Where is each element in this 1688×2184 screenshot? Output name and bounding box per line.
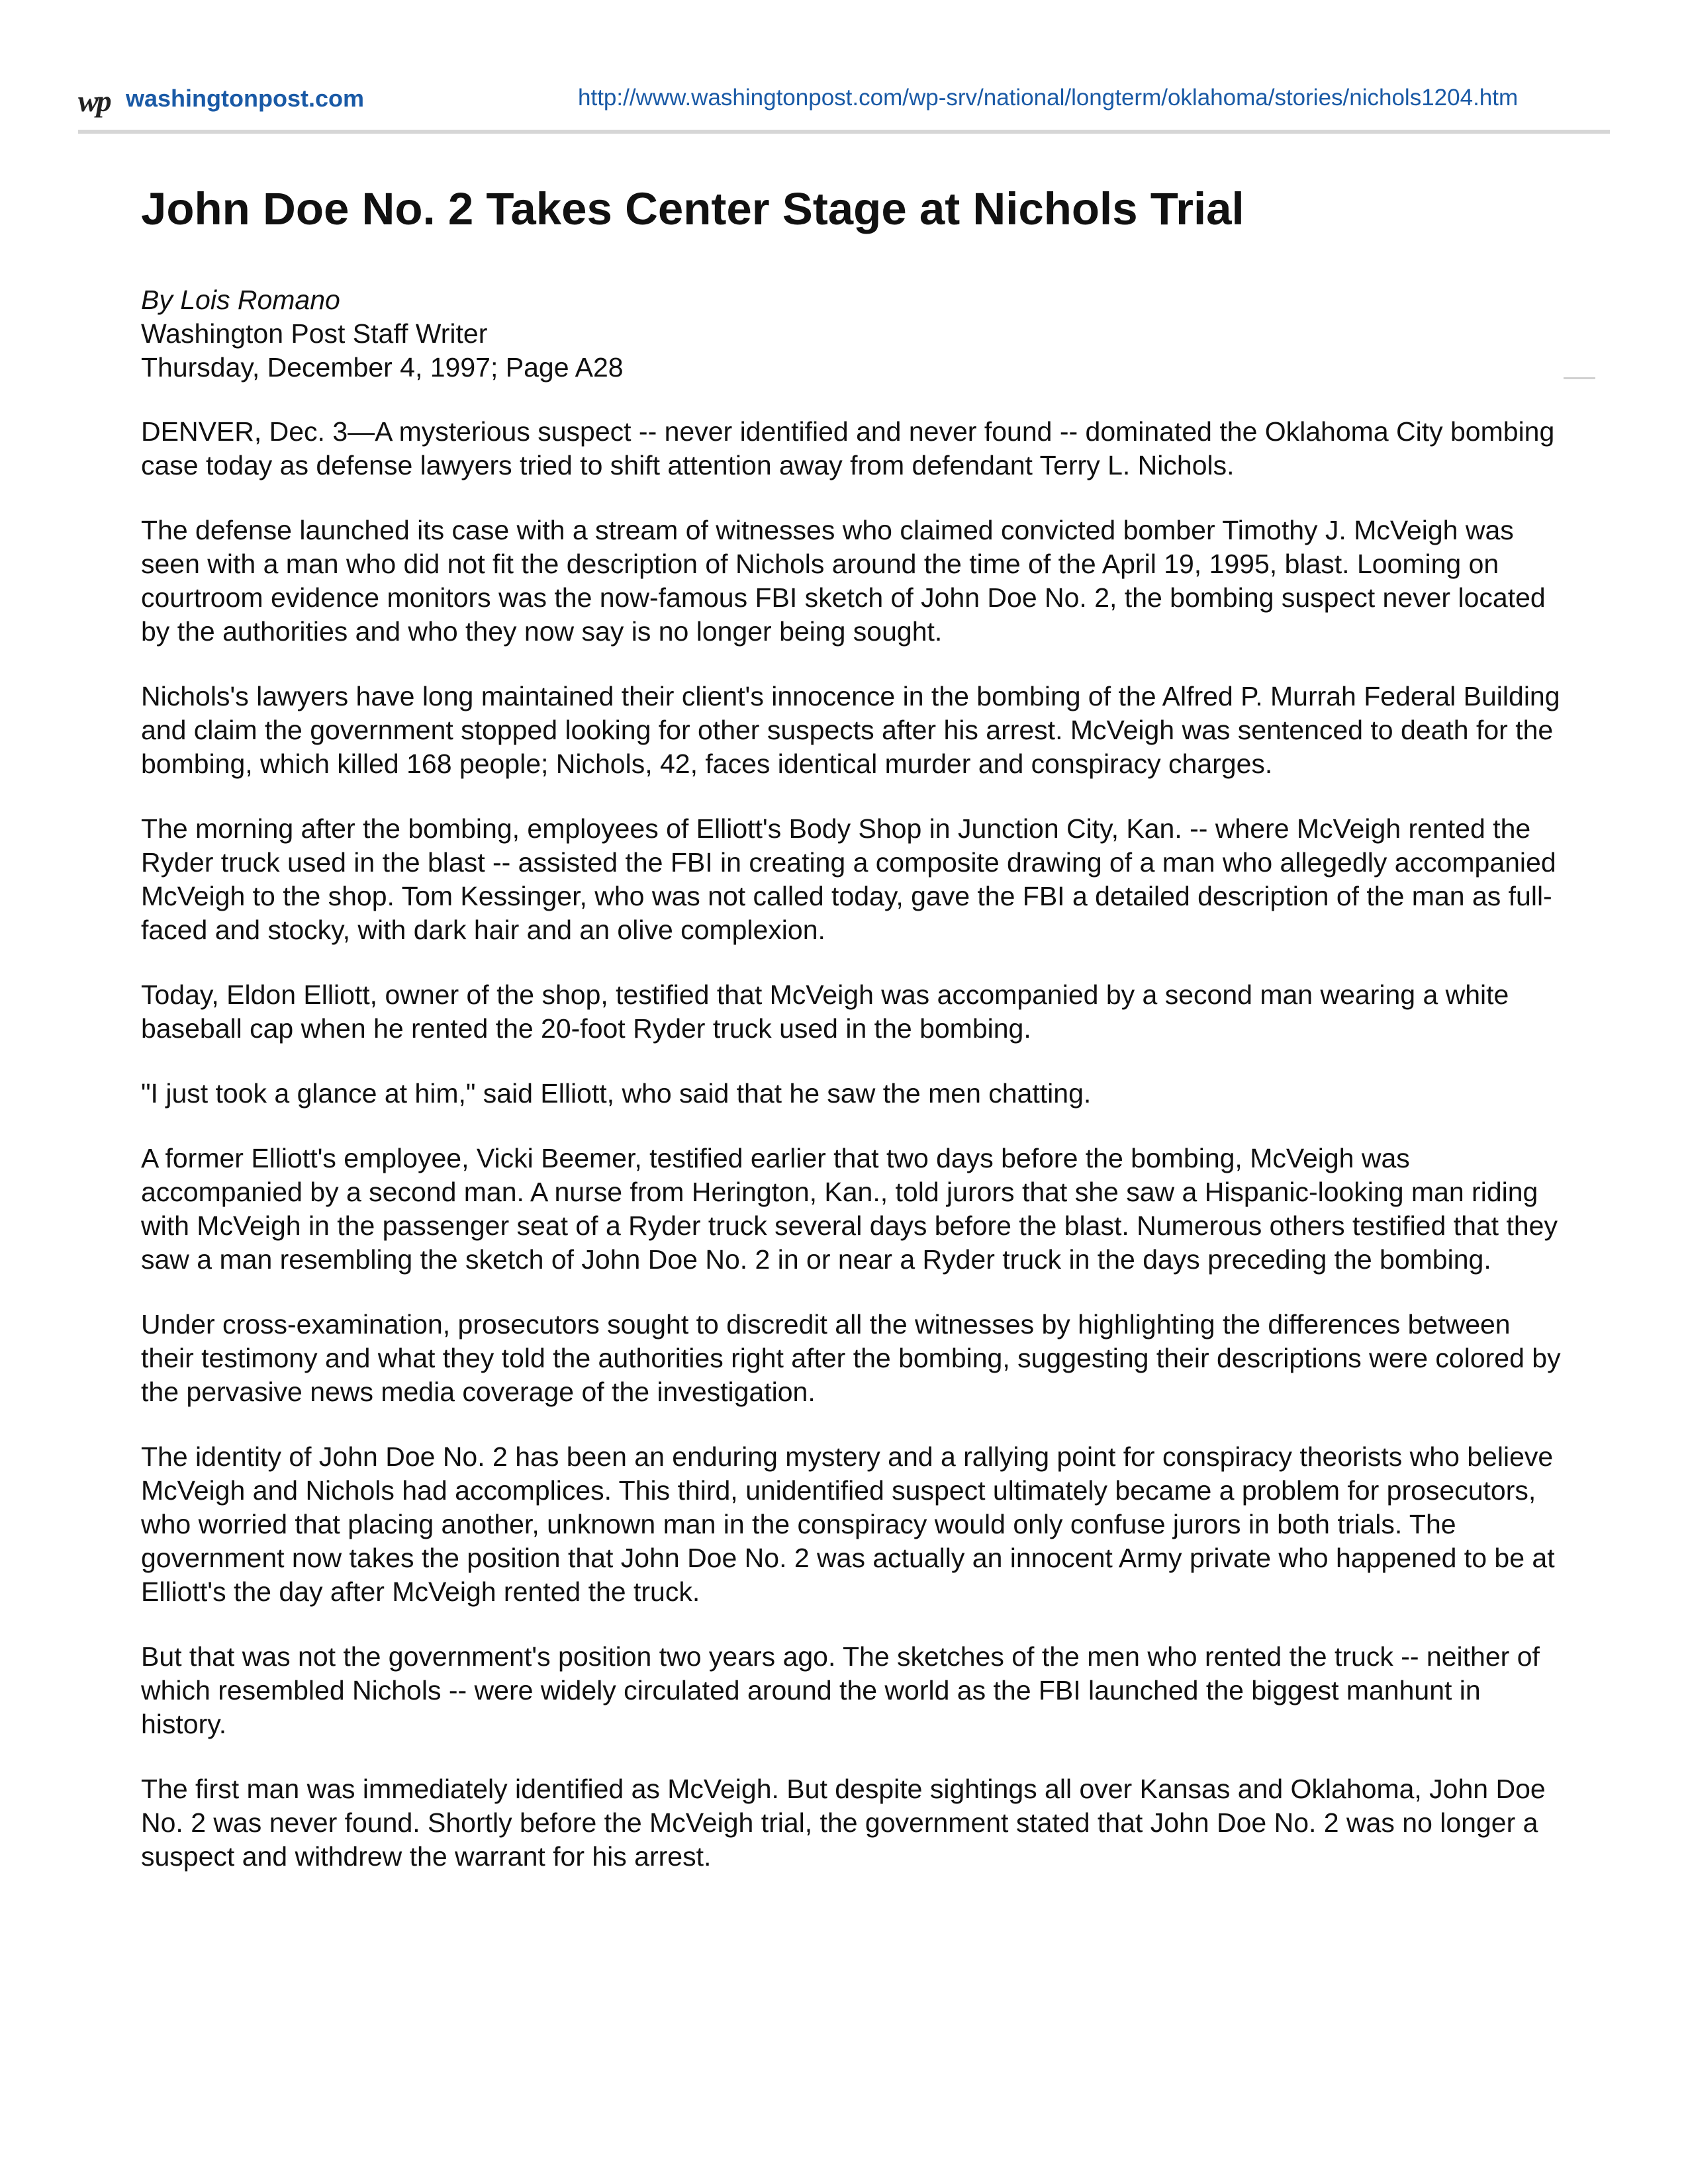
headline: John Doe No. 2 Takes Center Stage at Nichols Trial [141, 183, 1244, 234]
washington-post-logo-icon[interactable]: wp [78, 84, 110, 118]
paragraph: A former Elliott's employee, Vicki Beemer, testified earlier that two days before the bombing, McVeigh was accompanied by a second man. A nurse from Herington, Kan., told jurors that she saw a Hispanic-looking man riding with McVeigh in the passenger seat of a Ryder truck several days before the blast. Numerous others testified that they saw a man resembling the sketch of John Doe No. 2 in or near a Ryder truck in the days preceding the bombing. [141, 1142, 1558, 1275]
paragraph: The defense launched its case with a stream of witnesses who claimed convicted bomber Timothy J. McVeigh was seen with a man who did not fit the description of Nichols around the time of the April 19, 1995, blast. Looming on courtroom evidence monitors was the now-famous FBI sketch of John Doe No. 2, the bombing suspect never located by the authorities and who they now say is no longer being sought. [141, 514, 1546, 647]
paragraph: The first man was immediately identified as McVeigh. But despite sightings all over Kansas and Oklahoma, John Doe No. 2 was never found. Shortly before the McVeigh trial, the government stated that John Doe No. 2 was no longer a suspect and withdrew the warrant for his arrest. [141, 1773, 1546, 1872]
article-body [141, 415, 1564, 1874]
article-url-link[interactable]: http://www.washingtonpost.com/wp-srv/national/longterm/oklahoma/stories/nichols1204.htm [578, 85, 1519, 111]
site-name-link[interactable]: washingtonpost.com [126, 85, 364, 112]
header-divider [78, 130, 1610, 134]
paragraph: But that was not the government's position two years ago. The sketches of the men who rented the truck -- neither of which resembled Nichols -- were widely circulated around the world as the FBI launched the biggest manhunt in history. [141, 1641, 1540, 1739]
paragraph: The identity of John Doe No. 2 has been an enduring mystery and a rallying point for conspiracy theorists who believe McVeigh and Nichols had accomplices. This third, unidentified suspect ultimately became a problem for prosecutors, who worried that placing another, unknown man in the conspiracy would only confuse jurors in both trials. The government now takes the position that John Doe No. 2 was actually an innocent Army private who happened to be at Elliott's the day after McVeigh rented the truck. [141, 1441, 1555, 1607]
author-byline: By Lois Romano [141, 284, 340, 315]
paragraph: The morning after the bombing, employees of Elliott's Body Shop in Junction City, Kan. -- where McVeigh rented the Ryder truck used in the blast -- assisted the FBI in creating a composite drawing of a man who allegedly accompanied McVeigh to the shop. Tom Kessinger, who was not called today, gave the FBI a detailed description of the man as full-faced and stocky, with dark hair and an olive complexion. [141, 813, 1556, 945]
article [141, 182, 1564, 1874]
staff-writer-line: Washington Post Staff Writer [141, 318, 488, 349]
paragraph: Under cross-examination, prosecutors sought to discredit all the witnesses by highlighting the differences between their testimony and what they told the authorities right after the bombing, suggesting their descriptions were colored by the pervasive news media coverage of the investigation. [141, 1308, 1561, 1407]
paragraph: Today, Eldon Elliott, owner of the shop, testified that McVeigh was accompanied by a second man wearing a white baseball cap when he rented the 20-foot Ryder truck used in the bombing. [141, 979, 1509, 1044]
paragraph: DENVER, Dec. 3—A mysterious suspect -- never identified and never found -- dominated the Oklahoma City bombing case today as defense lawyers tried to shift attention away from defendant Terry L. Nichols. [141, 416, 1555, 480]
paragraph: Nichols's lawyers have long maintained their client's innocence in the bombing of the Alfred P. Murrah Federal Building and claim the government stopped looking for other suspects after his arrest. McVeigh was sentenced to death for the bombing, which killed 168 people; Nichols, 42, faces identical murder and conspiracy charges. [141, 680, 1560, 779]
dateline: Thursday, December 4, 1997; Page A28 [141, 351, 624, 383]
page-header [78, 78, 1610, 120]
byline-block [141, 283, 1564, 385]
margin-dash [1564, 377, 1595, 379]
paragraph: "I just took a glance at him," said Elliott, who said that he saw the men chatting. [141, 1077, 1092, 1109]
